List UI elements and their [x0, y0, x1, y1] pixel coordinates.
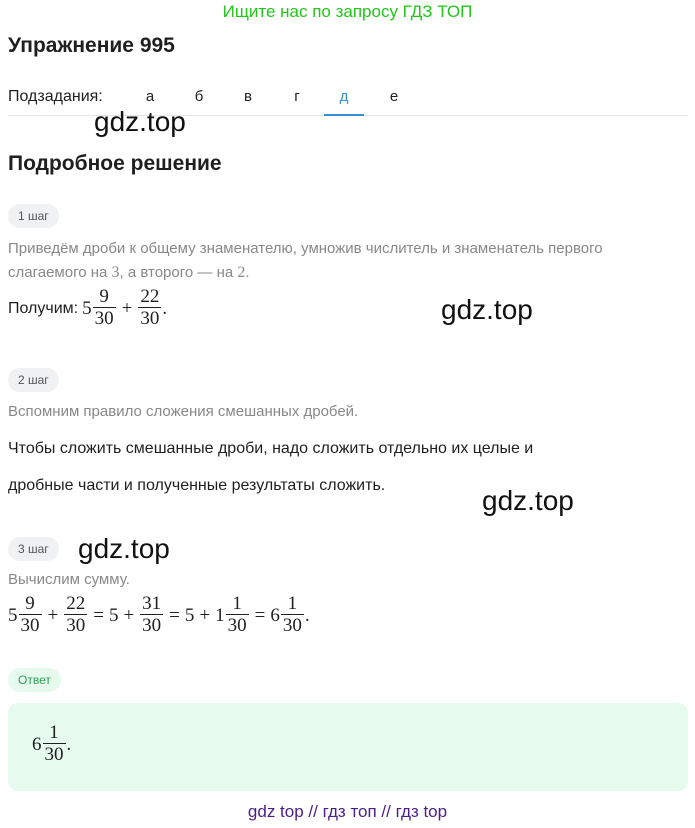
- footer-links[interactable]: gdz top // гдз топ // гдз top: [247, 802, 448, 821]
- period: .: [66, 733, 72, 755]
- plus-sign: +: [47, 604, 59, 626]
- denominator: 30: [282, 615, 302, 636]
- step-1-result: [8, 287, 167, 330]
- numerator: 1: [232, 593, 242, 614]
- rule-line-2: дробные части и полученные результаты сложить.: [8, 477, 386, 494]
- denominator: 30: [66, 615, 86, 636]
- promo-banner[interactable]: Ищите нас по запросу ГДЗ ТОП: [222, 2, 473, 21]
- tab-v[interactable]: в: [244, 88, 252, 105]
- denominator: 30: [142, 615, 162, 636]
- numerator: 9: [99, 286, 109, 307]
- fraction: [93, 287, 116, 330]
- step-1-text-line2c: .: [245, 264, 250, 281]
- mixed-whole: 1: [215, 604, 225, 626]
- step-2-text: Вспомним правило сложения смешанных дробей.: [8, 403, 359, 420]
- answer-badge: Ответ: [8, 668, 61, 692]
- mixed-whole: 5: [82, 297, 92, 319]
- term: 5: [184, 604, 195, 626]
- fraction: [140, 594, 163, 637]
- watermark: gdz.top: [441, 294, 533, 325]
- step-1-text-line2b: , а второго — на: [119, 264, 238, 281]
- plus-sign: +: [123, 604, 135, 626]
- answer-box: [8, 703, 688, 791]
- solution-title: Подробное решение: [8, 152, 222, 175]
- denominator: 30: [227, 615, 247, 636]
- numerator: 22: [140, 286, 160, 307]
- tab-a[interactable]: а: [145, 88, 155, 105]
- answer-expression: [32, 723, 71, 766]
- equals-sign: =: [169, 604, 180, 626]
- watermark: gdz.top: [78, 533, 170, 564]
- period: .: [162, 297, 168, 319]
- rule-line-1: Чтобы сложить смешанные дроби, надо сложить отдельно их целые и: [8, 440, 534, 457]
- watermark: gdz.top: [482, 485, 574, 516]
- plus-sign: +: [199, 604, 211, 626]
- equals-sign: =: [93, 604, 104, 626]
- period: .: [304, 604, 310, 626]
- step-1-text: [8, 237, 688, 285]
- step-3-badge: 3 шаг: [8, 537, 59, 561]
- tab-e[interactable]: е: [389, 88, 399, 105]
- fraction: [64, 594, 87, 637]
- mixed-whole: 5: [8, 604, 18, 626]
- tab-g[interactable]: г: [294, 88, 300, 105]
- denominator: 30: [140, 308, 160, 329]
- step-1-text-line1: Приведём дроби к общему знаменателю, умножив числитель и знаменатель первого: [8, 240, 603, 257]
- numerator: 9: [25, 593, 35, 614]
- fraction: [226, 594, 249, 637]
- tab-b[interactable]: б: [194, 88, 204, 105]
- denominator: 30: [44, 744, 64, 765]
- step-2-badge: 2 шаг: [8, 368, 59, 392]
- fraction: [281, 594, 304, 637]
- step-1-n1: 3: [111, 264, 120, 281]
- denominator: 30: [94, 308, 114, 329]
- plus-sign: +: [121, 297, 133, 319]
- step-1-badge: 1 шаг: [8, 204, 59, 228]
- mixed-whole: 6: [32, 733, 42, 755]
- tab-d-active[interactable]: д: [324, 88, 364, 116]
- step-3-text: Вычислим сумму.: [8, 571, 130, 588]
- step-1-text-line2a: слагаемого на: [8, 264, 112, 281]
- numerator: 31: [142, 593, 162, 614]
- fraction: [43, 723, 66, 766]
- step-3-expression: [8, 594, 310, 637]
- step-1-n2: 2: [237, 264, 246, 281]
- denominator: 30: [20, 615, 40, 636]
- page-title: Упражнение 995: [8, 34, 175, 57]
- term: 5: [108, 604, 119, 626]
- equals-sign: =: [254, 604, 266, 626]
- mixed-whole: 6: [270, 604, 280, 626]
- numerator: 1: [287, 593, 298, 614]
- numerator: 22: [66, 593, 86, 614]
- watermark: gdz.top: [94, 106, 186, 137]
- step-1-got-label: Получим:: [8, 299, 79, 317]
- numerator: 1: [49, 722, 59, 743]
- subtasks-label: Подзадания:: [8, 88, 103, 105]
- fraction: [19, 594, 42, 637]
- fraction: [138, 287, 161, 330]
